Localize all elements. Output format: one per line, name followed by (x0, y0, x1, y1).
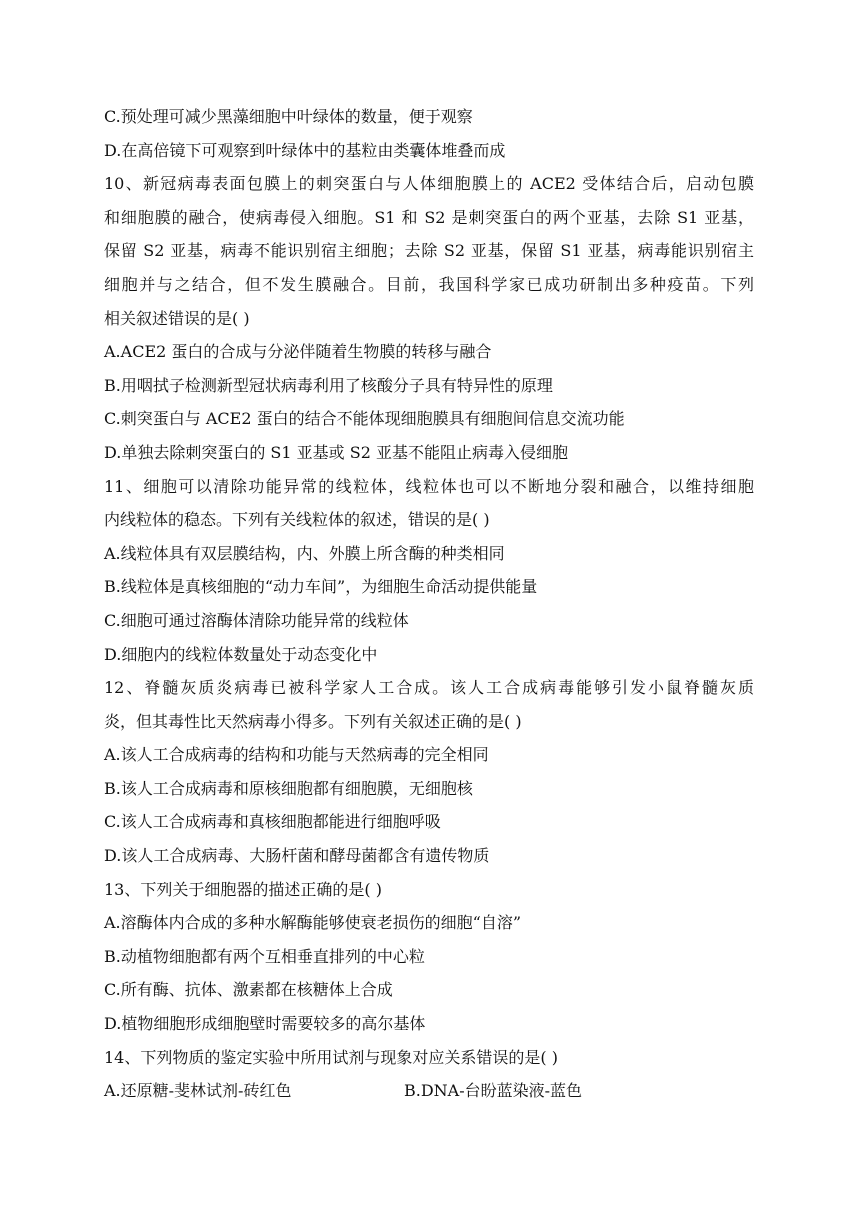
question-11 (104, 470, 754, 672)
option-a: A.该人工合成病毒的结构和功能与天然病毒的完全相同 (104, 745, 489, 765)
option-c: C.该人工合成病毒和真核细胞都能进行细胞呼吸 (104, 812, 441, 832)
stem-line: 保留 S2 亚基，病毒不能识别宿主细胞；去除 S2 亚基，保留 S1 亚基，病毒能识别宿主 (104, 241, 754, 261)
stem-line: 12、脊髓灰质炎病毒已被科学家人工合成。该人工合成病毒能够引发小鼠脊髓灰质 (104, 678, 754, 698)
option-b: B.线粒体是真核细胞的“动力车间”，为细胞生命活动提供能量 (104, 577, 538, 597)
question-stem (104, 671, 754, 738)
option-a: A.溶酶体内合成的多种水解酶能够使衰老损伤的细胞“自溶” (104, 913, 522, 933)
question-13 (104, 873, 754, 1041)
option-b: B.动植物细胞都有两个互相垂直排列的中心粒 (104, 946, 425, 966)
q9-options-continued (104, 100, 754, 167)
document-page (104, 100, 754, 1108)
stem-line: 11、细胞可以清除功能异常的线粒体，线粒体也可以不断地分裂和融合，以维持细胞 (104, 476, 754, 496)
question-stem: 14、下列物质的鉴定实验中所用试剂与现象对应关系错误的是( ) (104, 1047, 558, 1067)
option-c: C.刺突蛋白与 ACE2 蛋白的结合不能体现细胞膜具有细胞间信息交流功能 (104, 409, 625, 429)
option-d: D.该人工合成病毒、大肠杆菌和酵母菌都含有遗传物质 (104, 846, 490, 866)
stem-line: 内线粒体的稳态。下列有关线粒体的叙述，错误的是( ) (104, 510, 490, 530)
option-b: B.DNA-台盼蓝染液-蓝色 (404, 1081, 583, 1101)
option-d: D.植物细胞形成细胞壁时需要较多的高尔基体 (104, 1014, 426, 1034)
option-c: C.所有酶、抗体、激素都在核糖体上合成 (104, 980, 393, 1000)
option-d: D.在高倍镜下可观察到叶绿体中的基粒由类囊体堆叠而成 (104, 140, 506, 160)
option-d: D.单独去除刺突蛋白的 S1 亚基或 S2 亚基不能阻止病毒入侵细胞 (104, 442, 568, 462)
question-10 (104, 167, 754, 469)
option-a: A.线粒体具有双层膜结构，内、外膜上所含酶的种类相同 (104, 543, 505, 563)
question-stem (104, 470, 754, 537)
question-stem (104, 167, 754, 335)
option-b: B.用咽拭子检测新型冠状病毒利用了核酸分子具有特异性的原理 (104, 375, 553, 395)
option-a: A.还原糖-斐林试剂-砖红色 (104, 1081, 292, 1101)
stem-line: 炎，但其毒性比天然病毒小得多。下列有关叙述正确的是( ) (104, 711, 522, 731)
question-14 (104, 1041, 754, 1108)
option-c: C.细胞可通过溶酶体清除功能异常的线粒体 (104, 610, 409, 630)
question-12 (104, 671, 754, 873)
option-c: C.预处理可减少黑藻细胞中叶绿体的数量，便于观察 (104, 107, 473, 126)
option-b: B.该人工合成病毒和原核细胞都有细胞膜，无细胞核 (104, 778, 473, 798)
stem-line: 10、新冠病毒表面包膜上的刺突蛋白与人体细胞膜上的 ACE2 受体结合后，启动包膜 (104, 174, 754, 194)
stem-line: 和细胞膜的融合，使病毒侵入细胞。S1 和 S2 是刺突蛋白的两个亚基，去除 S1 亚基， (104, 207, 754, 227)
stem-line: 相关叙述错误的是( ) (104, 308, 250, 328)
option-d: D.细胞内的线粒体数量处于动态变化中 (104, 644, 378, 664)
question-stem: 13、下列关于细胞器的描述正确的是( ) (104, 879, 382, 899)
option-a: A.ACE2 蛋白的合成与分泌伴随着生物膜的转移与融合 (104, 342, 492, 362)
stem-line: 细胞并与之结合，但不发生膜融合。目前，我国科学家已成功研制出多种疫苗。下列 (104, 274, 754, 294)
options-row (104, 1074, 754, 1108)
